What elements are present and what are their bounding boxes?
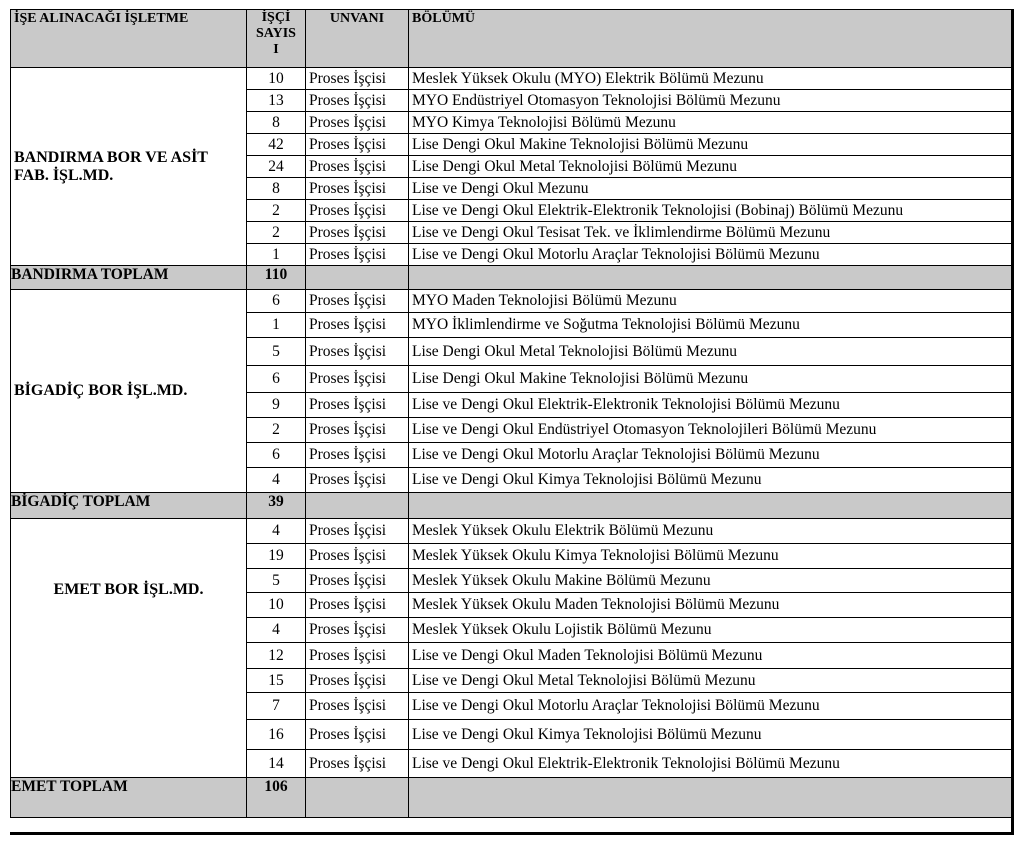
- group-bandirma: [11, 68, 1012, 290]
- worker-count: 8: [247, 178, 306, 200]
- worker-count: 1: [247, 313, 306, 338]
- job-title: Proses İşçisi: [306, 519, 409, 544]
- job-title: Proses İşçisi: [306, 643, 409, 669]
- total-value: 106: [247, 778, 306, 818]
- worker-count: 9: [247, 393, 306, 418]
- job-title: Proses İşçisi: [306, 134, 409, 156]
- job-title: Proses İşçisi: [306, 669, 409, 693]
- org-name-line1: BİGADİÇ BOR İŞL.MD.: [14, 382, 188, 399]
- worker-count: 8: [247, 112, 306, 134]
- job-title: Proses İşçisi: [306, 178, 409, 200]
- worker-count: 4: [247, 618, 306, 643]
- department: Lise ve Dengi Okul Kimya Teknolojisi Bölümü Mezunu: [409, 468, 1012, 493]
- total-label: EMET TOPLAM: [11, 778, 247, 818]
- total-empty-cell: [306, 493, 409, 519]
- department: Lise ve Dengi Okul Elektrik-Elektronik Teknolojisi (Bobinaj) Bölümü Mezunu: [409, 200, 1012, 222]
- worker-count: 1: [247, 244, 306, 266]
- header-count: [247, 10, 306, 68]
- job-title: Proses İşçisi: [306, 290, 409, 313]
- department: Lise ve Dengi Okul Tesisat Tek. ve İklimlendirme Bölümü Mezunu: [409, 222, 1012, 244]
- department: Lise ve Dengi Okul Mezunu: [409, 178, 1012, 200]
- total-empty-cell: [306, 266, 409, 290]
- job-title: Proses İşçisi: [306, 393, 409, 418]
- total-row-emet: [11, 778, 1012, 818]
- total-label: BİGADİÇ TOPLAM: [11, 493, 247, 519]
- department: Meslek Yüksek Okulu Makine Bölümü Mezunu: [409, 569, 1012, 593]
- worker-count: 6: [247, 290, 306, 313]
- job-title: Proses İşçisi: [306, 244, 409, 266]
- department: Lise Dengi Okul Metal Teknolojisi Bölümü Mezunu: [409, 156, 1012, 178]
- total-empty-cell: [306, 778, 409, 818]
- job-title: Proses İşçisi: [306, 366, 409, 393]
- worker-count: 6: [247, 443, 306, 468]
- job-title: Proses İşçisi: [306, 720, 409, 750]
- worker-count: 4: [247, 519, 306, 544]
- group-bigadic: [11, 290, 1012, 519]
- header-row: [11, 10, 1012, 68]
- department: Lise ve Dengi Okul Elektrik-Elektronik Teknolojisi Bölümü Mezunu: [409, 393, 1012, 418]
- department: Lise ve Dengi Okul Motorlu Araçlar Teknolojisi Bölümü Mezunu: [409, 693, 1012, 720]
- table-shadow-right: [1011, 9, 1014, 835]
- worker-count: 10: [247, 68, 306, 90]
- job-title: Proses İşçisi: [306, 313, 409, 338]
- job-title: Proses İşçisi: [306, 156, 409, 178]
- worker-count: 12: [247, 643, 306, 669]
- job-title: Proses İşçisi: [306, 443, 409, 468]
- recruitment-table: [10, 9, 1012, 818]
- department: MYO Maden Teknolojisi Bölümü Mezunu: [409, 290, 1012, 313]
- worker-count: 19: [247, 544, 306, 569]
- header-title: UNVANI: [306, 10, 409, 68]
- total-row-bandirma: [11, 266, 1012, 290]
- job-title: Proses İşçisi: [306, 68, 409, 90]
- job-title: Proses İşçisi: [306, 750, 409, 778]
- total-value: 39: [247, 493, 306, 519]
- worker-count: 24: [247, 156, 306, 178]
- header-count-line3: I: [273, 42, 279, 57]
- job-title: Proses İşçisi: [306, 112, 409, 134]
- worker-count: 4: [247, 468, 306, 493]
- worker-count: 14: [247, 750, 306, 778]
- worker-count: 13: [247, 90, 306, 112]
- department: Lise Dengi Okul Makine Teknolojisi Bölümü Mezunu: [409, 366, 1012, 393]
- job-title: Proses İşçisi: [306, 200, 409, 222]
- department: Meslek Yüksek Okulu Kimya Teknolojisi Bölümü Mezunu: [409, 544, 1012, 569]
- department: Lise ve Dengi Okul Endüstriyel Otomasyon Teknolojileri Bölümü Mezunu: [409, 418, 1012, 443]
- worker-count: 6: [247, 366, 306, 393]
- header-count-line2: SAYIS: [256, 26, 296, 41]
- worker-count: 5: [247, 569, 306, 593]
- department: Lise ve Dengi Okul Kimya Teknolojisi Bölümü Mezunu: [409, 720, 1012, 750]
- department: Lise ve Dengi Okul Maden Teknolojisi Bölümü Mezunu: [409, 643, 1012, 669]
- total-empty-cell: [409, 266, 1012, 290]
- org-name-bandirma: [11, 68, 247, 266]
- total-empty-cell: [409, 493, 1012, 519]
- total-label: BANDIRMA TOPLAM: [11, 266, 247, 290]
- job-title: Proses İşçisi: [306, 544, 409, 569]
- department: Lise ve Dengi Okul Motorlu Araçlar Teknolojisi Bölümü Mezunu: [409, 244, 1012, 266]
- worker-count: 15: [247, 669, 306, 693]
- department: Lise ve Dengi Okul Motorlu Araçlar Teknolojisi Bölümü Mezunu: [409, 443, 1012, 468]
- total-empty-cell: [409, 778, 1012, 818]
- worker-count: 42: [247, 134, 306, 156]
- org-name-emet: [11, 519, 247, 778]
- table-shadow-bottom: [10, 832, 1014, 835]
- org-name-line1: BANDIRMA BOR VE ASİT: [14, 148, 208, 166]
- table-row: [11, 519, 1012, 544]
- job-title: Proses İşçisi: [306, 338, 409, 366]
- job-title: Proses İşçisi: [306, 468, 409, 493]
- department: MYO Endüstriyel Otomasyon Teknolojisi Bölümü Mezunu: [409, 90, 1012, 112]
- department: MYO İklimlendirme ve Soğutma Teknolojisi Bölümü Mezunu: [409, 313, 1012, 338]
- job-title: Proses İşçisi: [306, 569, 409, 593]
- worker-count: 5: [247, 338, 306, 366]
- job-title: Proses İşçisi: [306, 693, 409, 720]
- department: Meslek Yüksek Okulu (MYO) Elektrik Bölümü Mezunu: [409, 68, 1012, 90]
- table-row: [11, 68, 1012, 90]
- job-title: Proses İşçisi: [306, 618, 409, 643]
- worker-count: 2: [247, 418, 306, 443]
- worker-count: 2: [247, 222, 306, 244]
- header-dept: BÖLÜMÜ: [409, 10, 1012, 68]
- table-row: [11, 290, 1012, 313]
- job-title: Proses İşçisi: [306, 593, 409, 618]
- department: Meslek Yüksek Okulu Elektrik Bölümü Mezunu: [409, 519, 1012, 544]
- department: MYO Kimya Teknolojisi Bölümü Mezunu: [409, 112, 1012, 134]
- org-name-line2: FAB. İŞL.MD.: [14, 166, 114, 184]
- job-title: Proses İşçisi: [306, 418, 409, 443]
- department: Lise ve Dengi Okul Elektrik-Elektronik Teknolojisi Bölümü Mezunu: [409, 750, 1012, 778]
- header-org: İŞE ALINACAĞI İŞLETME: [11, 10, 247, 68]
- department: Lise Dengi Okul Makine Teknolojisi Bölümü Mezunu: [409, 134, 1012, 156]
- department: Lise ve Dengi Okul Metal Teknolojisi Bölümü Mezunu: [409, 669, 1012, 693]
- worker-count: 7: [247, 693, 306, 720]
- group-emet: [11, 519, 1012, 818]
- org-name-line1: EMET BOR İŞL.MD.: [53, 581, 204, 598]
- job-title: Proses İşçisi: [306, 222, 409, 244]
- org-name-bigadic: [11, 290, 247, 493]
- department: Lise Dengi Okul Metal Teknolojisi Bölümü Mezunu: [409, 338, 1012, 366]
- department: Meslek Yüksek Okulu Lojistik Bölümü Mezunu: [409, 618, 1012, 643]
- header-count-line1: İŞÇİ: [261, 10, 291, 25]
- total-value: 110: [247, 266, 306, 290]
- total-row-bigadic: [11, 493, 1012, 519]
- department: Meslek Yüksek Okulu Maden Teknolojisi Bölümü Mezunu: [409, 593, 1012, 618]
- job-title: Proses İşçisi: [306, 90, 409, 112]
- worker-count: 16: [247, 720, 306, 750]
- worker-count: 2: [247, 200, 306, 222]
- worker-count: 10: [247, 593, 306, 618]
